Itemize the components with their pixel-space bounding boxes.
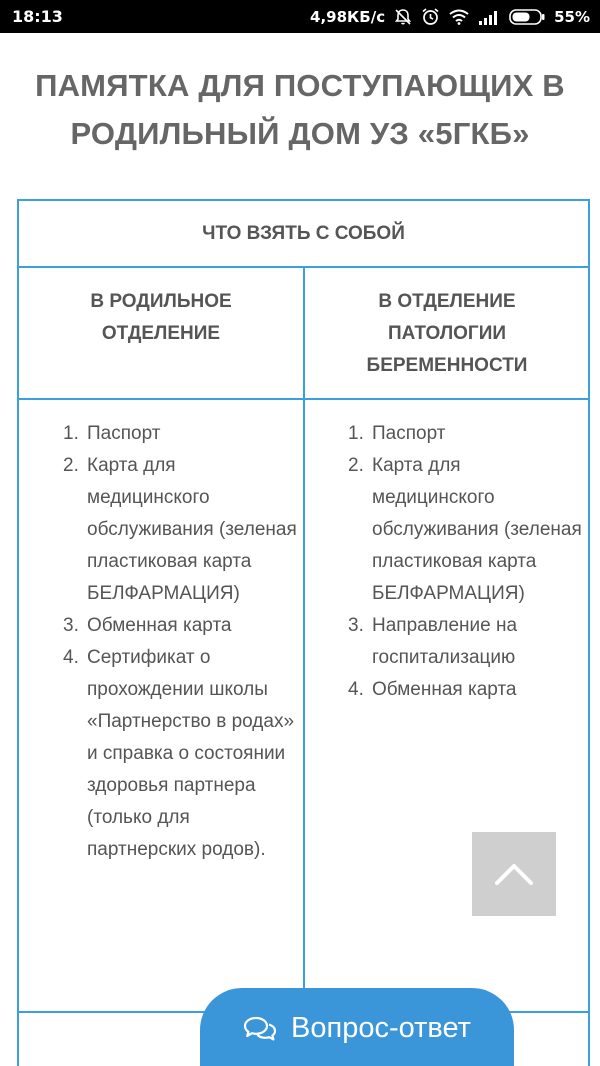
status-time: 18:13 [12, 7, 63, 26]
chevron-up-icon [494, 862, 534, 886]
list-item: 2. Карта для медицинского обслуживания (зеленая пластиковая карта БЕЛФАРМАЦИЯ) [348, 455, 582, 604]
list-item: 1. Паспорт [348, 423, 446, 444]
qa-button[interactable] [200, 988, 514, 1066]
page-title: ПАМЯТКА ДЛЯ ПОСТУПАЮЩИХ В РОДИЛЬНЫЙ ДОМ УЗ «5ГКБ» [35, 68, 565, 151]
list-item: 4. Сертификат о прохождении школы «Партнерство в родах» и справка о состоянии здоровья партнера (только для партнерских родов). [63, 647, 295, 860]
signal-icon [478, 9, 500, 25]
qa-button-label: Вопрос-ответ [291, 1012, 471, 1044]
scroll-to-top-button[interactable] [472, 832, 556, 916]
list-pathology [348, 418, 588, 706]
status-bar [0, 0, 600, 33]
column-title-maternity: В РОДИЛЬНОЕ ОТДЕЛЕНИЕ [90, 291, 232, 344]
column-title-pathology: В ОТДЕЛЕНИЕ ПАТОЛОГИИ БЕРЕМЕННОСТИ [366, 291, 528, 376]
table-header: ЧТО ВЗЯТЬ С СОБОЙ [19, 201, 588, 268]
list-maternity [63, 418, 299, 866]
memo-table [17, 199, 590, 1066]
mute-icon [394, 8, 412, 26]
list-item: 1. Паспорт [63, 423, 161, 444]
status-indicators [310, 7, 590, 26]
list-item: 2. Карта для медицинского обслуживания (зеленая пластиковая карта БЕЛФАРМАЦИЯ) [63, 455, 297, 604]
chat-bubbles-icon [243, 1016, 277, 1042]
list-item: 4. Обменная карта [348, 679, 517, 700]
wifi-icon [449, 9, 469, 25]
alarm-icon [421, 7, 440, 26]
list-item: 3. Направление на госпитализацию [348, 615, 518, 668]
battery-icon [509, 9, 545, 25]
subheader-divider [19, 398, 588, 400]
battery-percent: 55% [554, 7, 590, 26]
list-item: 3. Обменная карта [63, 615, 232, 636]
network-speed: 4,98КБ/с [310, 7, 386, 26]
